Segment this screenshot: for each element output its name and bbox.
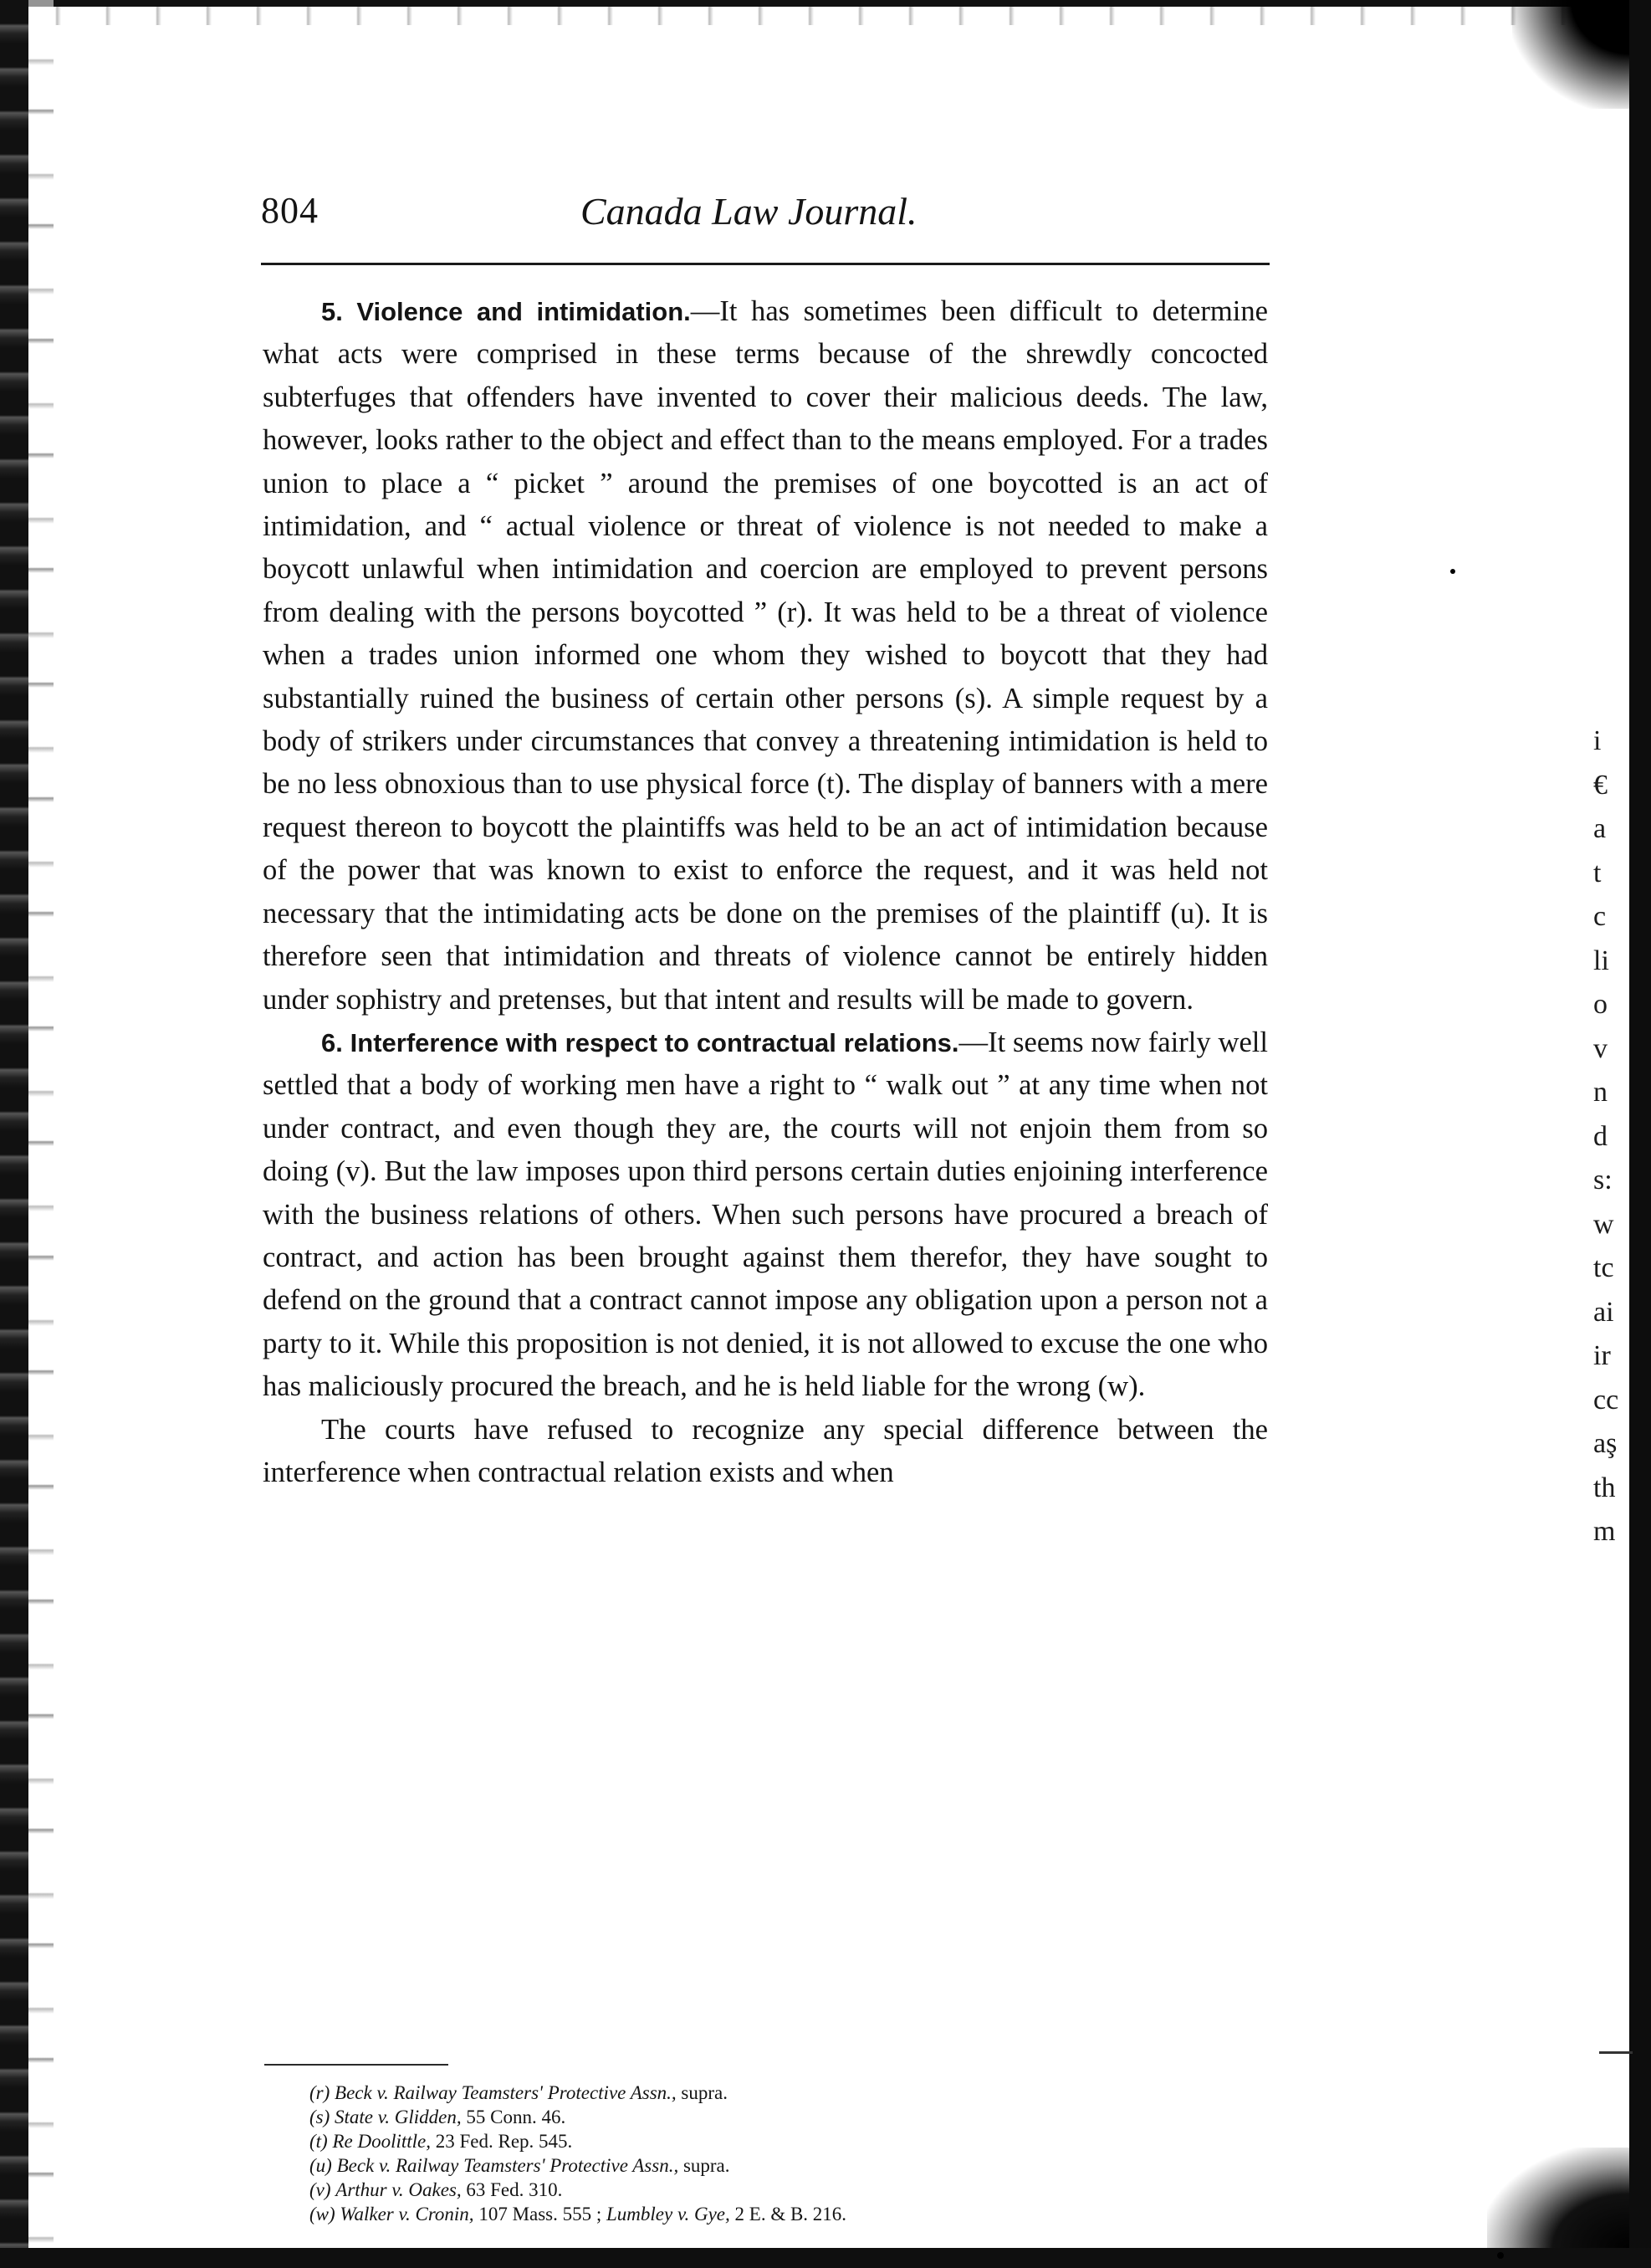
- section-heading: 5. Violence and intimidation.: [321, 297, 691, 326]
- footnote: [309, 2105, 1229, 2129]
- bleed-letter: €: [1593, 769, 1608, 801]
- page-number: 804: [261, 190, 319, 231]
- bleed-letter: n: [1593, 1077, 1608, 1108]
- footnote-citation: supra.: [682, 2155, 730, 2176]
- facing-page-bleed-column: [1593, 719, 1643, 1554]
- footnote-case: Arthur v. Oakes,: [335, 2179, 462, 2200]
- footnote-mark: (s): [309, 2107, 330, 2127]
- footnote-case: Re Doolittle,: [332, 2131, 431, 2152]
- footnote: [309, 2081, 1229, 2105]
- footnote: [309, 2202, 1229, 2226]
- bleed-letter: tc: [1593, 1252, 1614, 1283]
- scan-binding-shadow: [28, 0, 54, 2268]
- paragraph-text: —It has sometimes been difficult to determine what acts were comprised in these terms because of the shrewdly concocted subterfuges that offenders have invented to cover their malicious deeds. The law, however, looks rather to the object and effect than to the means employed. For a trades union to place a “ picket ” around the premises of one boycotted is an act of intimidation, and “ actual violence or threat of violence is not needed to make a boycott unlawful when intimidation and coercion are employed to prevent persons from dealing with the persons boycotted ” (r). It was held to be a threat of violence when a trades union informed one whom they wished to boycott that they had substantially ruined the business of certain other persons (s). A simple request by a body of strikers under circumstances that convey a threatening intimidation is held to be no less obnoxious than to use physical force (t). The display of banners with a mere request thereon to boycott the plaintiffs was held to be an act of intimidation because of the power that was known to exist to enforce the request, and it was held not necessary that the intimidating acts be done on the premises of the plaintiff (u). It is therefore seen that intimidation and threats of violence cannot be entirely hidden under sophistry and pretenses, but that intent and results will be made to govern.: [263, 295, 1268, 1016]
- bleed-letter: d: [1593, 1120, 1608, 1152]
- bleed-letter: a: [1593, 813, 1607, 844]
- footnote-case: Beck v. Railway Teamsters' Protective Assn.,: [335, 2082, 677, 2103]
- bleed-letter: w: [1593, 1208, 1614, 1240]
- scan-edge-bottom: [0, 2248, 1651, 2268]
- footnote-case: Beck v. Railway Teamsters' Protective Assn.,: [336, 2155, 679, 2176]
- footnote-citation: 55 Conn. 46.: [466, 2107, 566, 2127]
- bleed-letter: c: [1593, 901, 1607, 932]
- section-paragraph: [263, 290, 1268, 1021]
- bleed-letter: o: [1593, 989, 1608, 1020]
- bleed-letter: s:: [1593, 1165, 1613, 1195]
- scan-corner-bottom-right: [1487, 2148, 1629, 2248]
- section-paragraph: [263, 1021, 1268, 1409]
- footnote-case: Lumbley v. Gye,: [606, 2204, 730, 2224]
- scan-corner-top-right: [1512, 0, 1629, 109]
- bleed-letter: li: [1593, 945, 1609, 976]
- footnote: [309, 2129, 1229, 2153]
- bleed-letter: i: [1593, 725, 1602, 756]
- section-heading: 6. Interference with respect to contractual relations.: [321, 1027, 959, 1057]
- scan-speck: [1450, 569, 1455, 574]
- footnote-case: State v. Glidden,: [335, 2107, 462, 2127]
- footnote-mark: (r): [309, 2082, 330, 2103]
- body-paragraph: [263, 1409, 1268, 1495]
- footnote-mark: (w): [309, 2204, 335, 2224]
- bleed-letter: cc: [1593, 1384, 1619, 1416]
- scan-smudge-top: [33, 7, 1623, 25]
- footnote: [309, 2178, 1229, 2202]
- footnote-mark: (u): [309, 2155, 332, 2176]
- footnote-mark: (t): [309, 2131, 328, 2152]
- footnote: [309, 2153, 1229, 2178]
- footnote-citation: 23 Fed. Rep. 545.: [435, 2131, 573, 2152]
- bleed-letter: v: [1593, 1032, 1608, 1064]
- journal-title: Canada Law Journal.: [580, 190, 918, 233]
- footnote-case: Walker v. Cronin,: [340, 2204, 474, 2224]
- scan-edge-top: [0, 0, 1651, 7]
- footnotes: [309, 2081, 1229, 2226]
- running-head: [261, 189, 1265, 256]
- footnote-citation: 2 E. & B. 216.: [734, 2204, 847, 2224]
- footnote-citation: 107 Mass. 555 ;: [478, 2204, 602, 2224]
- scan-speck: [1497, 2252, 1504, 2259]
- bleed-letter: m: [1593, 1516, 1616, 1547]
- footnote-citation: supra.: [681, 2082, 728, 2103]
- footnote-mark: (v): [309, 2179, 331, 2200]
- bleed-letter: th: [1593, 1472, 1616, 1503]
- paragraph-text: The courts have refused to recognize any special difference between the interference when contractual relation exists and when: [263, 1413, 1268, 1488]
- footnote-rule: [264, 2064, 448, 2066]
- bleed-letter: t: [1593, 857, 1602, 888]
- bleed-dash: [1599, 2051, 1633, 2054]
- scan-edge-left: [0, 0, 28, 2268]
- bleed-letter: aş: [1593, 1428, 1618, 1459]
- paragraph-text: —It seems now fairly well settled that a body of working men have a right to “ walk out ” at any time when not under contract, and even though they are, the courts will not enjoin them from so doing (v). But the law imposes upon third persons certain duties enjoining interference with the business relations of others. When such persons have procured a breach of contract, and action has been brought against them therefor, they have sought to defend on the ground that a contract cannot impose any obligation upon a person not a party to it. While this proposition is not denied, it is not allowed to excuse the one who has maliciously procured the breach, and he is held liable for the wrong (w).: [263, 1026, 1268, 1403]
- article-body: [263, 290, 1268, 1494]
- header-rule: [261, 263, 1270, 265]
- footnote-citation: 63 Fed. 310.: [466, 2179, 563, 2200]
- bleed-letter: ai: [1593, 1296, 1614, 1328]
- bleed-letter: ir: [1593, 1340, 1611, 1371]
